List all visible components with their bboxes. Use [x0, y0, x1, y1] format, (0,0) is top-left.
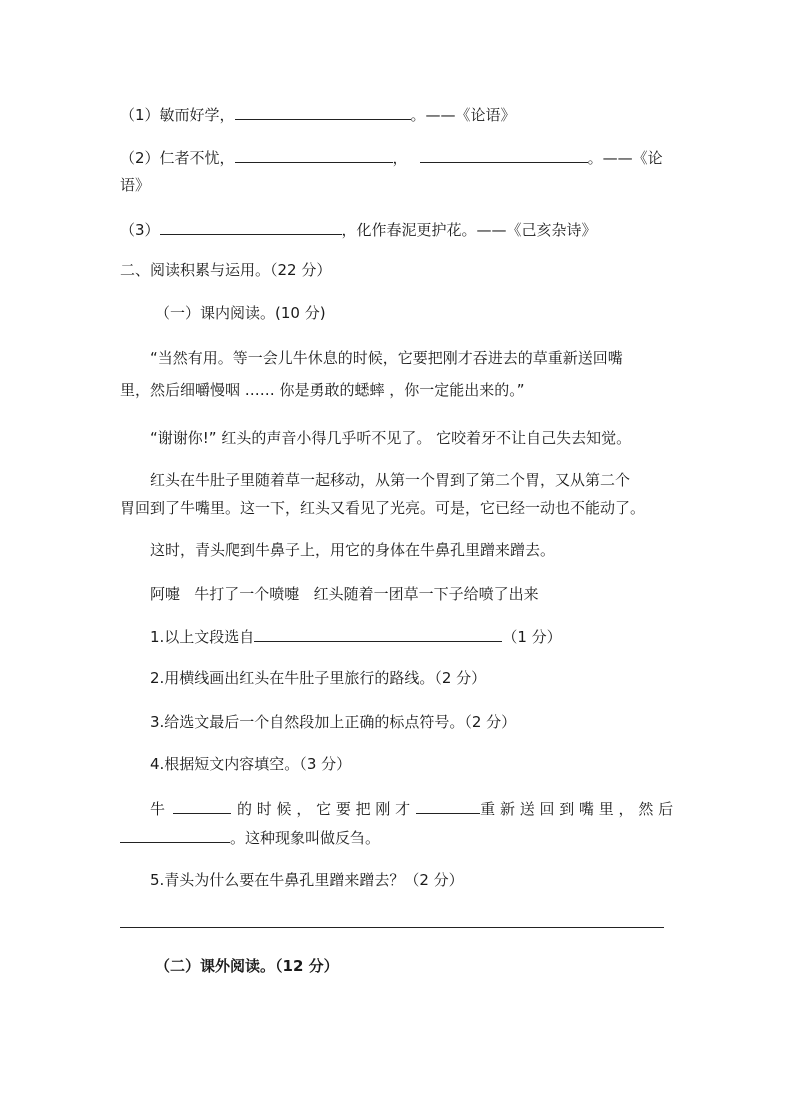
- question-4-fill-text: 的 时 候 ， 它 要 把 刚 才: [237, 800, 411, 818]
- fill-question-2-comma: ，: [392, 149, 408, 167]
- part-title: （二）课外阅读。（12 分）: [155, 957, 339, 975]
- answer-blank[interactable]: [235, 103, 411, 120]
- question-4-fill-text: 牛: [150, 800, 166, 818]
- answer-blank[interactable]: [254, 625, 502, 642]
- answer-line[interactable]: [120, 927, 664, 928]
- section-title: 二、阅读积累与运用。（22 分）: [120, 261, 332, 279]
- passage-line: 阿嚏 牛打了一个喷嚏 红头随着一团草一下子给喷了出来: [150, 585, 539, 603]
- answer-blank[interactable]: [160, 218, 342, 235]
- question-4-fill: [150, 797, 673, 820]
- question-4-fill-text: 。这种现象叫做反刍。: [230, 829, 381, 847]
- question-2: 2.用横线画出红头在牛肚子里旅行的路线。（2 分）: [150, 669, 487, 687]
- question-1-score: （1 分）: [502, 628, 562, 646]
- answer-blank[interactable]: [120, 826, 230, 843]
- fill-question-2-source: 。——《论: [587, 149, 663, 167]
- fill-question-1-source: 。——《论语》: [410, 106, 516, 124]
- fill-question-1-prefix: （1）敏而好学，: [120, 106, 235, 124]
- passage-line: 这时，青头爬到牛鼻子上，用它的身体在牛鼻孔里蹭来蹭去。: [150, 541, 556, 559]
- passage-line: 红头在牛肚子里随着草一起移动，从第一个胃到了第二个胃，又从第二个: [150, 471, 631, 489]
- passage-line: “谢谢你!” 红头的声音小得几乎听不见了。 它咬着牙不让自己失去知觉。: [150, 429, 632, 447]
- fill-question-2: [120, 146, 663, 169]
- question-4-fill-wrap: [120, 826, 380, 849]
- answer-blank[interactable]: [416, 797, 480, 814]
- fill-question-2-prefix: （2）仁者不忧，: [120, 149, 235, 167]
- fill-question-2-wrap: 语》: [120, 176, 151, 194]
- question-1: [150, 625, 562, 648]
- question-5: 5.青头为什么要在牛鼻孔里蹭来蹭去？（2 分）: [150, 871, 464, 889]
- question-4-fill-text: 重 新 送 回 到 嘴 里 ， 然 后: [480, 800, 674, 818]
- question-4: 4.根据短文内容填空。（3 分）: [150, 755, 352, 773]
- question-3: 3.给选文最后一个自然段加上正确的标点符号。（2 分）: [150, 713, 517, 731]
- passage-line: “当然有用。等一会儿牛休息的时候，它要把刚才吞进去的草重新送回嘴: [150, 349, 623, 367]
- fill-question-3-prefix: （3）: [120, 221, 160, 239]
- answer-blank[interactable]: [173, 797, 231, 814]
- fill-question-1: [120, 103, 516, 126]
- answer-blank[interactable]: [420, 146, 588, 163]
- question-1-text: 1.以上文段选自: [150, 628, 255, 646]
- answer-blank[interactable]: [235, 146, 393, 163]
- part-title: （一）课内阅读。(10 分): [155, 304, 326, 322]
- passage-line: 胃回到了牛嘴里。这一下，红头又看见了光亮。可是，它已经一动也不能动了。: [120, 499, 646, 517]
- fill-question-3: [120, 218, 597, 241]
- fill-question-3-source: ，化作春泥更护花。——《己亥杂诗》: [341, 221, 597, 239]
- passage-line: 里，然后细嚼慢咽 …… 你是勇敢的蟋蟀 ，你一定能出来的。”: [120, 381, 525, 399]
